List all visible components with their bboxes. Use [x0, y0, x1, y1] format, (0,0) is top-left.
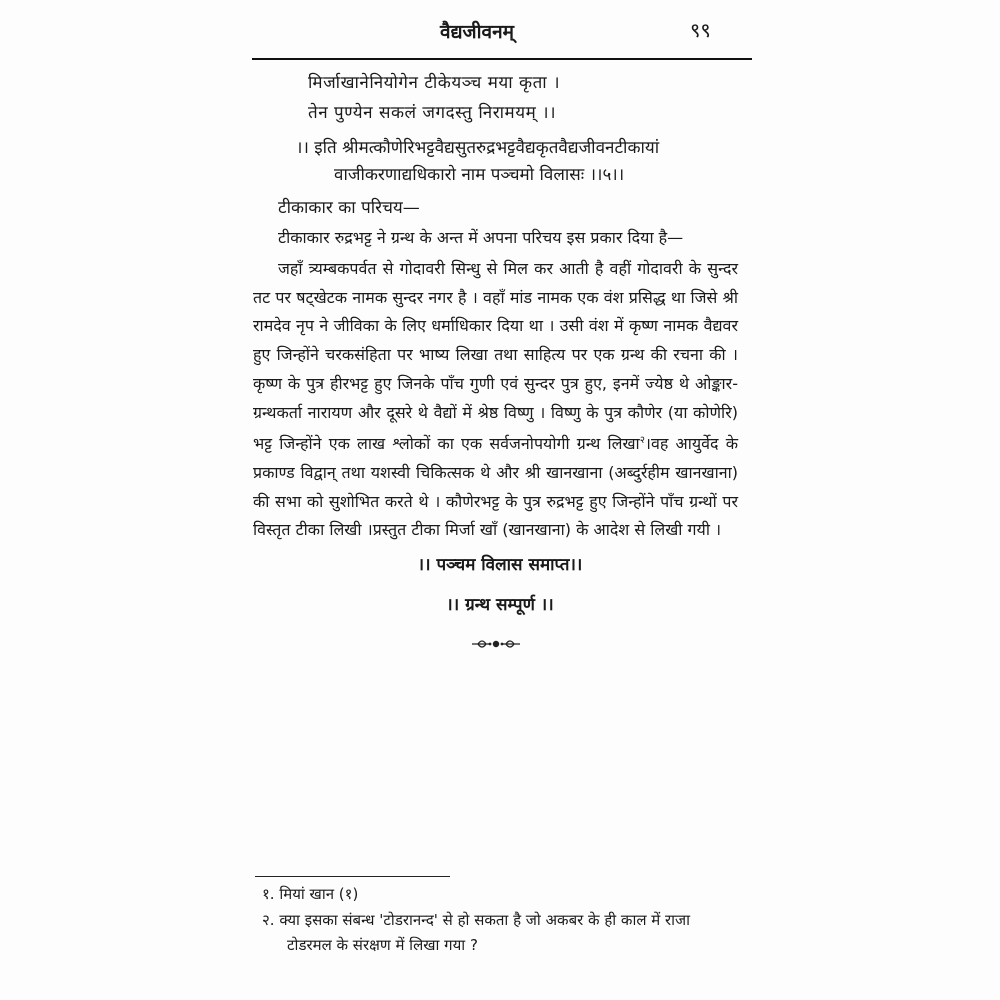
body-paragraph-part-1: जहाँ त्र्यम्बकपर्वत से गोदावरी सिन्धु से मिल कर आती है वहीं गोदावरी के सुन्दर तट पर षट्खेटक नामक सुन्दर नगर है । वहाँ मांड नामक एक वंश प्रसिद्ध था जिसे श्री रामदेव नृप ने जीविका के लिए धर्माधिकार दिया था । उसी वंश में कृष्ण नामक वैद्यवर हुए जिन्होंने चरकसंहिता पर भाष्य लिखा तथा साहित्य पर एक ग्रन्थ की रचना की । कृष्ण के पुत्र हीरभट्ट हुए जिनके पाँच गुणी एवं सुन्दर पुत्र हुए, इनमें ज्येष्ठ थे ओङ्कार-ग्रन्थकर्ता नारायण और दूसरे थे वैद्यों में श्रेष्ठ विष्णु । विष्णु के पुत्र कौणेर (या कोणेरि) भट्ट जिन्होंने एक लाख श्लोकों का एक सर्वजनोपयोगी ग्रन्थ लिखा: [253, 259, 738, 454]
section-heading: टीकाकार का परिचय—: [278, 198, 420, 218]
body-paragraph: [253, 255, 738, 545]
floral-divider-icon: [470, 636, 522, 656]
footnote-1: १. मियां खान (१): [262, 885, 359, 903]
running-header-title: वैद्यजीवनम्: [440, 21, 515, 43]
header-rule: [252, 58, 752, 60]
body-paragraph-part-2: ।वह आयुर्वेद के प्रकाण्ड विद्वान् तथा यशस्वी चिकित्सक थे और श्री खानखाना (अब्दुर्रहीम खानखाना) की सभा को सुशोभित करते थे । कौणेरभट्ट के पुत्र रुद्रभट्ट हुए जिन्होंने पाँच ग्रन्थों पर विस्तृत टीका लिखी ।प्रस्तुत टीका मिर्जा खाँ (खानखाना) के आदेश से लिखी गयी ।: [253, 434, 738, 540]
intro-paragraph: टीकाकार रुद्रभट्ट ने ग्रन्थ के अन्त में अपना परिचय इस प्रकार दिया है—: [278, 228, 684, 247]
verse-line-2: तेन पुण्येन सकलं जगदस्तु निरामयम् ।।: [308, 103, 557, 123]
footnote-rule: [255, 876, 450, 877]
footnote-2-line-1: २. क्या इसका संबन्ध 'टोडरानन्द' से हो सकता है जो अकबर के ही काल में राजा: [262, 911, 691, 929]
colophon-line-2: वाजीकरणाद्यधिकारो नाम पञ्चमो विलासः ।।५।।: [334, 165, 625, 185]
footnote-marker: २: [639, 435, 645, 447]
closing-line-1: ।। पञ्चम विलास समाप्त।।: [417, 555, 583, 575]
page-number: ९९: [690, 18, 711, 42]
footnote-2-line-2: टोडरमल के संरक्षण में लिखा गया ?: [287, 936, 478, 954]
colophon-line-1: ।। इति श्रीमत्कौणेरिभट्टवैद्यसुतरुद्रभट्टवैद्यकृतवैद्यजीवनटीकायां: [296, 138, 660, 158]
verse-line-1: मिर्जाखानेनियोगेन टीकेयञ्च मया कृता ।: [308, 73, 561, 93]
closing-line-2: ।। ग्रन्थ सम्पूर्ण ।।: [446, 595, 554, 615]
